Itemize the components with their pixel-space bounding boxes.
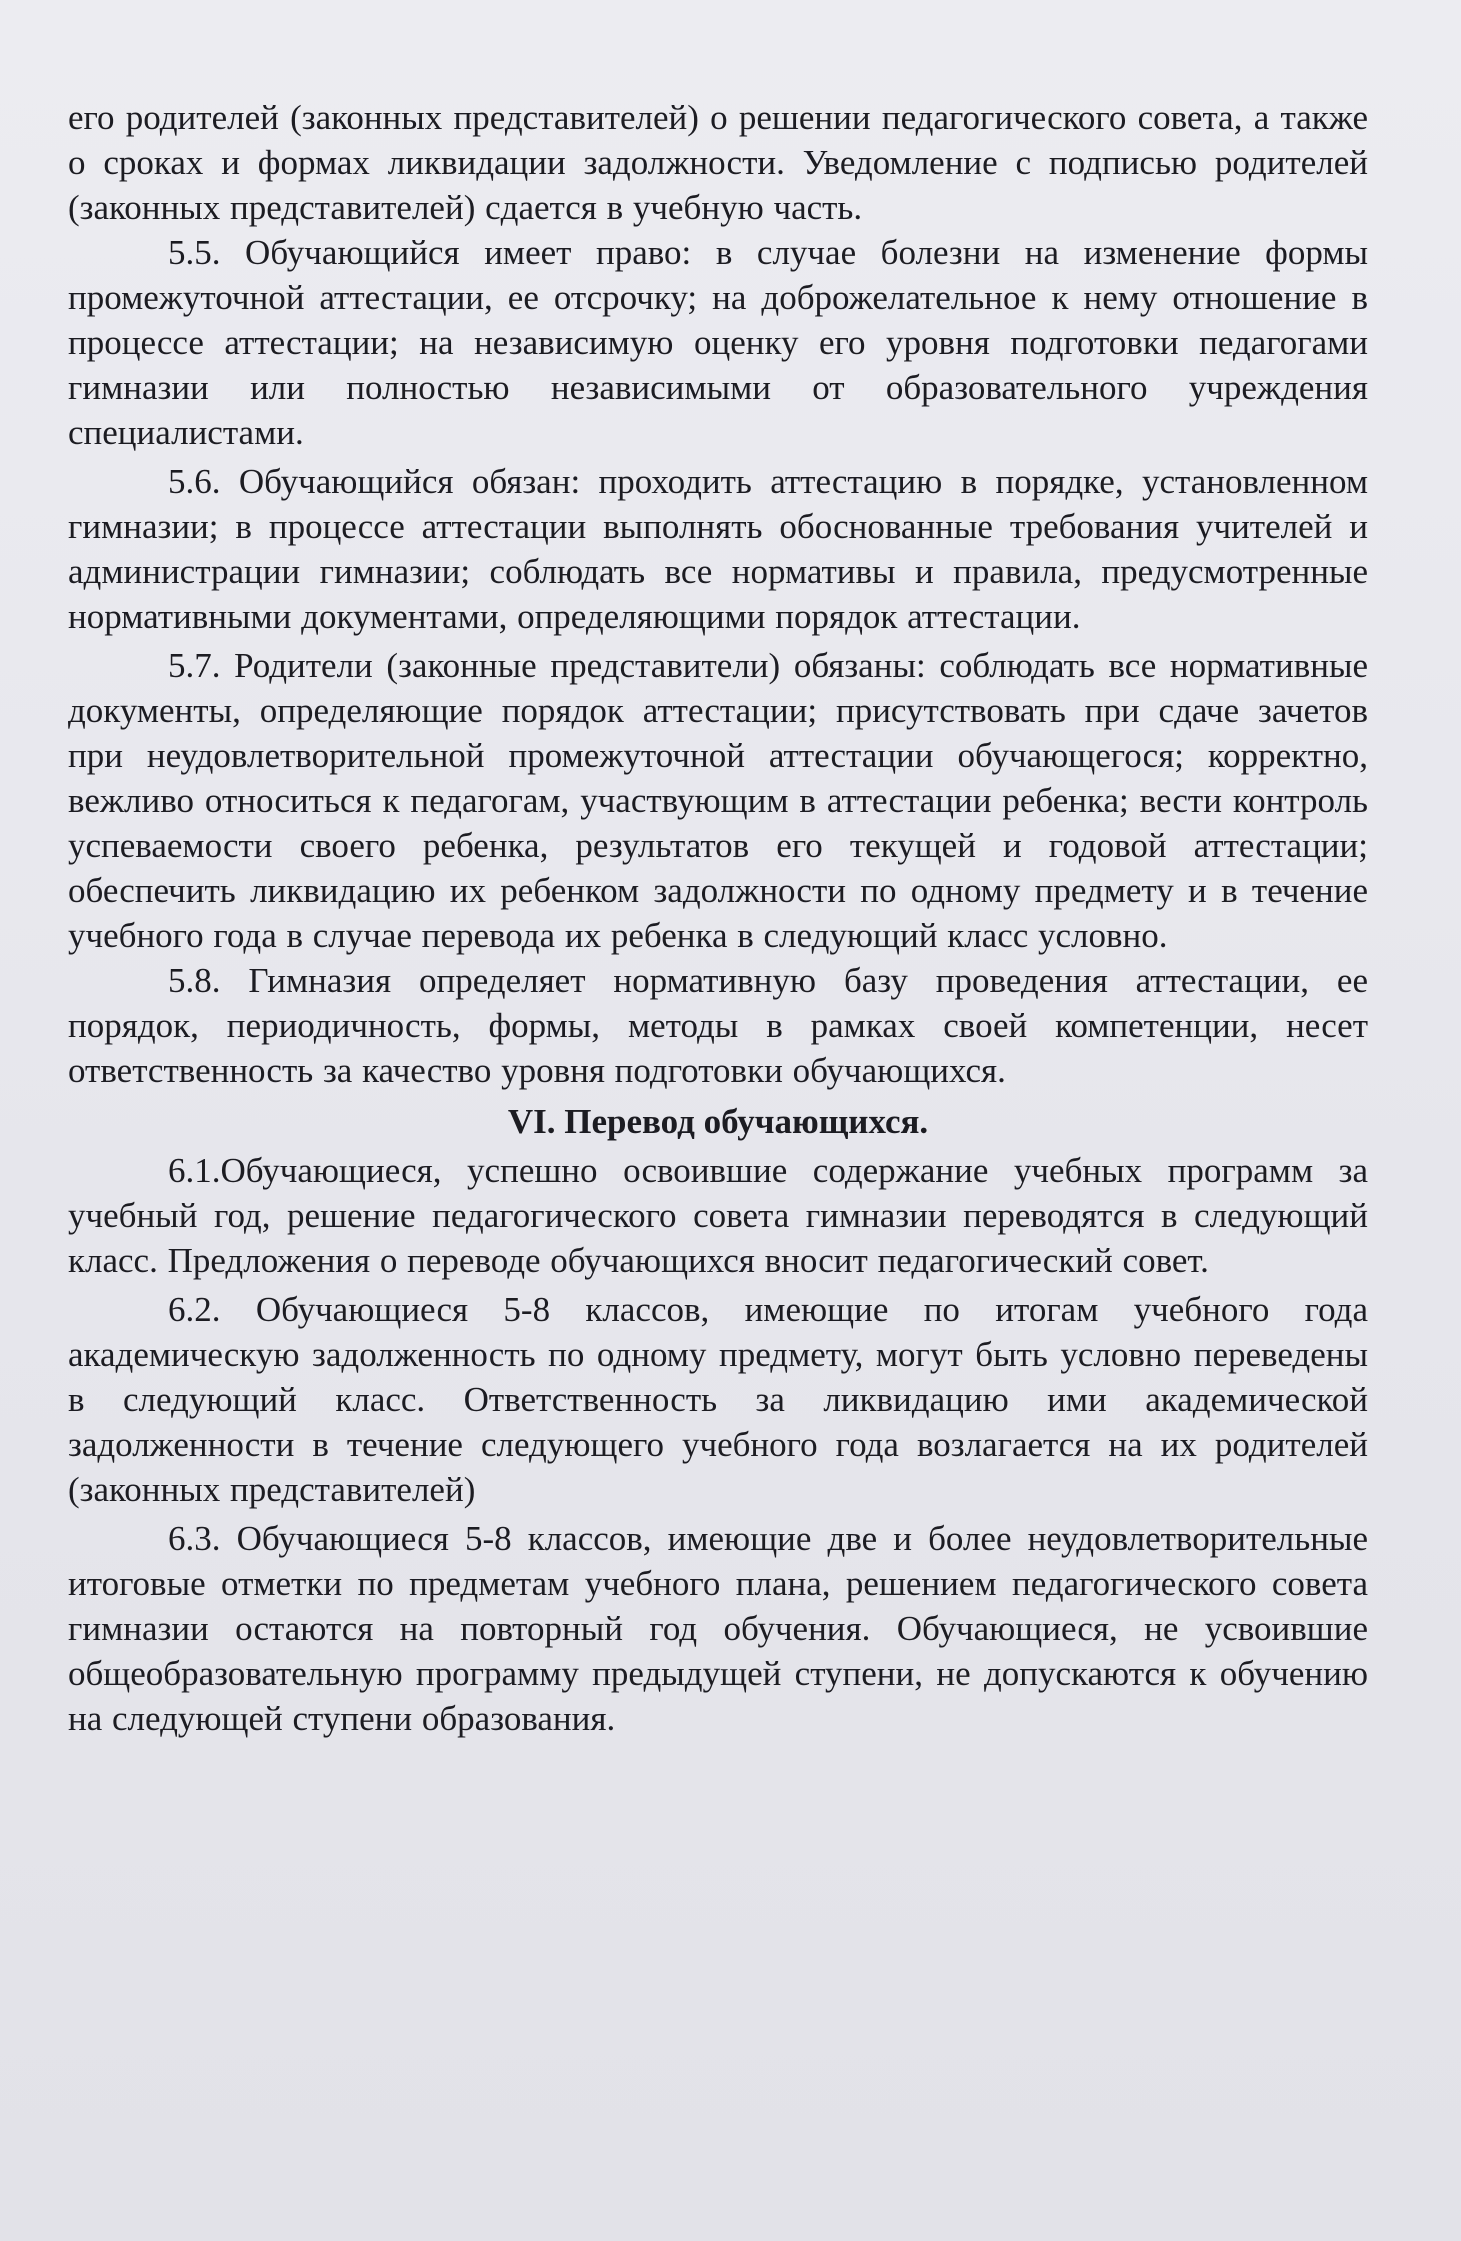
paragraph-6-3: 6.3. Обучающиеся 5-8 классов, имеющие две и более неудовлетворительные итоговые отметки по предметам учебного плана, решением педагогического совета гимназии остаются на повторный год обучения. Обучающиеся, не усвоившие общеобразовательную программу предыдущей ступени, не допускаются к обучению на следующей ступени образования. (68, 1519, 1368, 1738)
paragraph-5-7: 5.7. Родители (законные представители) обязаны: соблюдать все нормативные документы, определяющие порядок аттестации; присутствовать при сдаче зачетов при неудовлетворительной промежуточной аттестации обучающегося; корректно, вежливо относиться к педагогам, участвующим в аттестации ребенка; вести контроль успеваемости своего ребенка, результатов его текущей и годовой аттестации; обеспечить ликвидацию их ребенком задолжности по одному предмету и в течение учебного года в случае перевода их ребенка в следующий класс условно. (68, 646, 1368, 955)
paragraph-5-5: 5.5. Обучающийся имеет право: в случае болезни на изменение формы промежуточной аттестации, ее отсрочку; на доброжелательное к нему отношение в процессе аттестации; на независимую оценку его уровня подготовки педагогами гимназии или полностью независимыми от образовательного учреждения специалистами. (68, 233, 1368, 452)
section-heading: VI. Перевод обучающихся. (507, 1102, 929, 1141)
paragraph-6-1: 6.1.Обучающиеся, успешно освоившие содержание учебных программ за учебный год, решение педагогического совета гимназии переводятся в следующий класс. Предложения о переводе обучающихся вносит педагогический совет. (68, 1151, 1368, 1280)
paragraph-5-6: 5.6. Обучающийся обязан: проходить аттестацию в порядке, установленном гимназии; в процессе аттестации выполнять обоснованные требования учителей и администрации гимназии; соблюдать все нормативы и правила, предусмотренные нормативными документами, определяющими порядок аттестации. (68, 462, 1368, 636)
document-text (68, 95, 1368, 1741)
paragraph-6-2: 6.2. Обучающиеся 5-8 классов, имеющие по итогам учебного года академическую задолженность по одному предмету, могут быть условно переведены в следующий класс. Ответственность за ликвидацию ими академической задолженности в течение следующего учебного года возлагается на их родителей (законных представителей) (68, 1290, 1368, 1509)
paragraph-continuation: его родителей (законных представителей) о решении педагогического совета, а также о сроках и формах ликвидации задолжности. Уведомление с подписью родителей (законных представителей) сдается в учебную часть. (68, 98, 1368, 227)
paragraph-5-8: 5.8. Гимназия определяет нормативную базу проведения аттестации, ее порядок, периодичность, формы, методы в рамках своей компетенции, несет ответственность за качество уровня подготовки обучающихся. (68, 961, 1368, 1090)
